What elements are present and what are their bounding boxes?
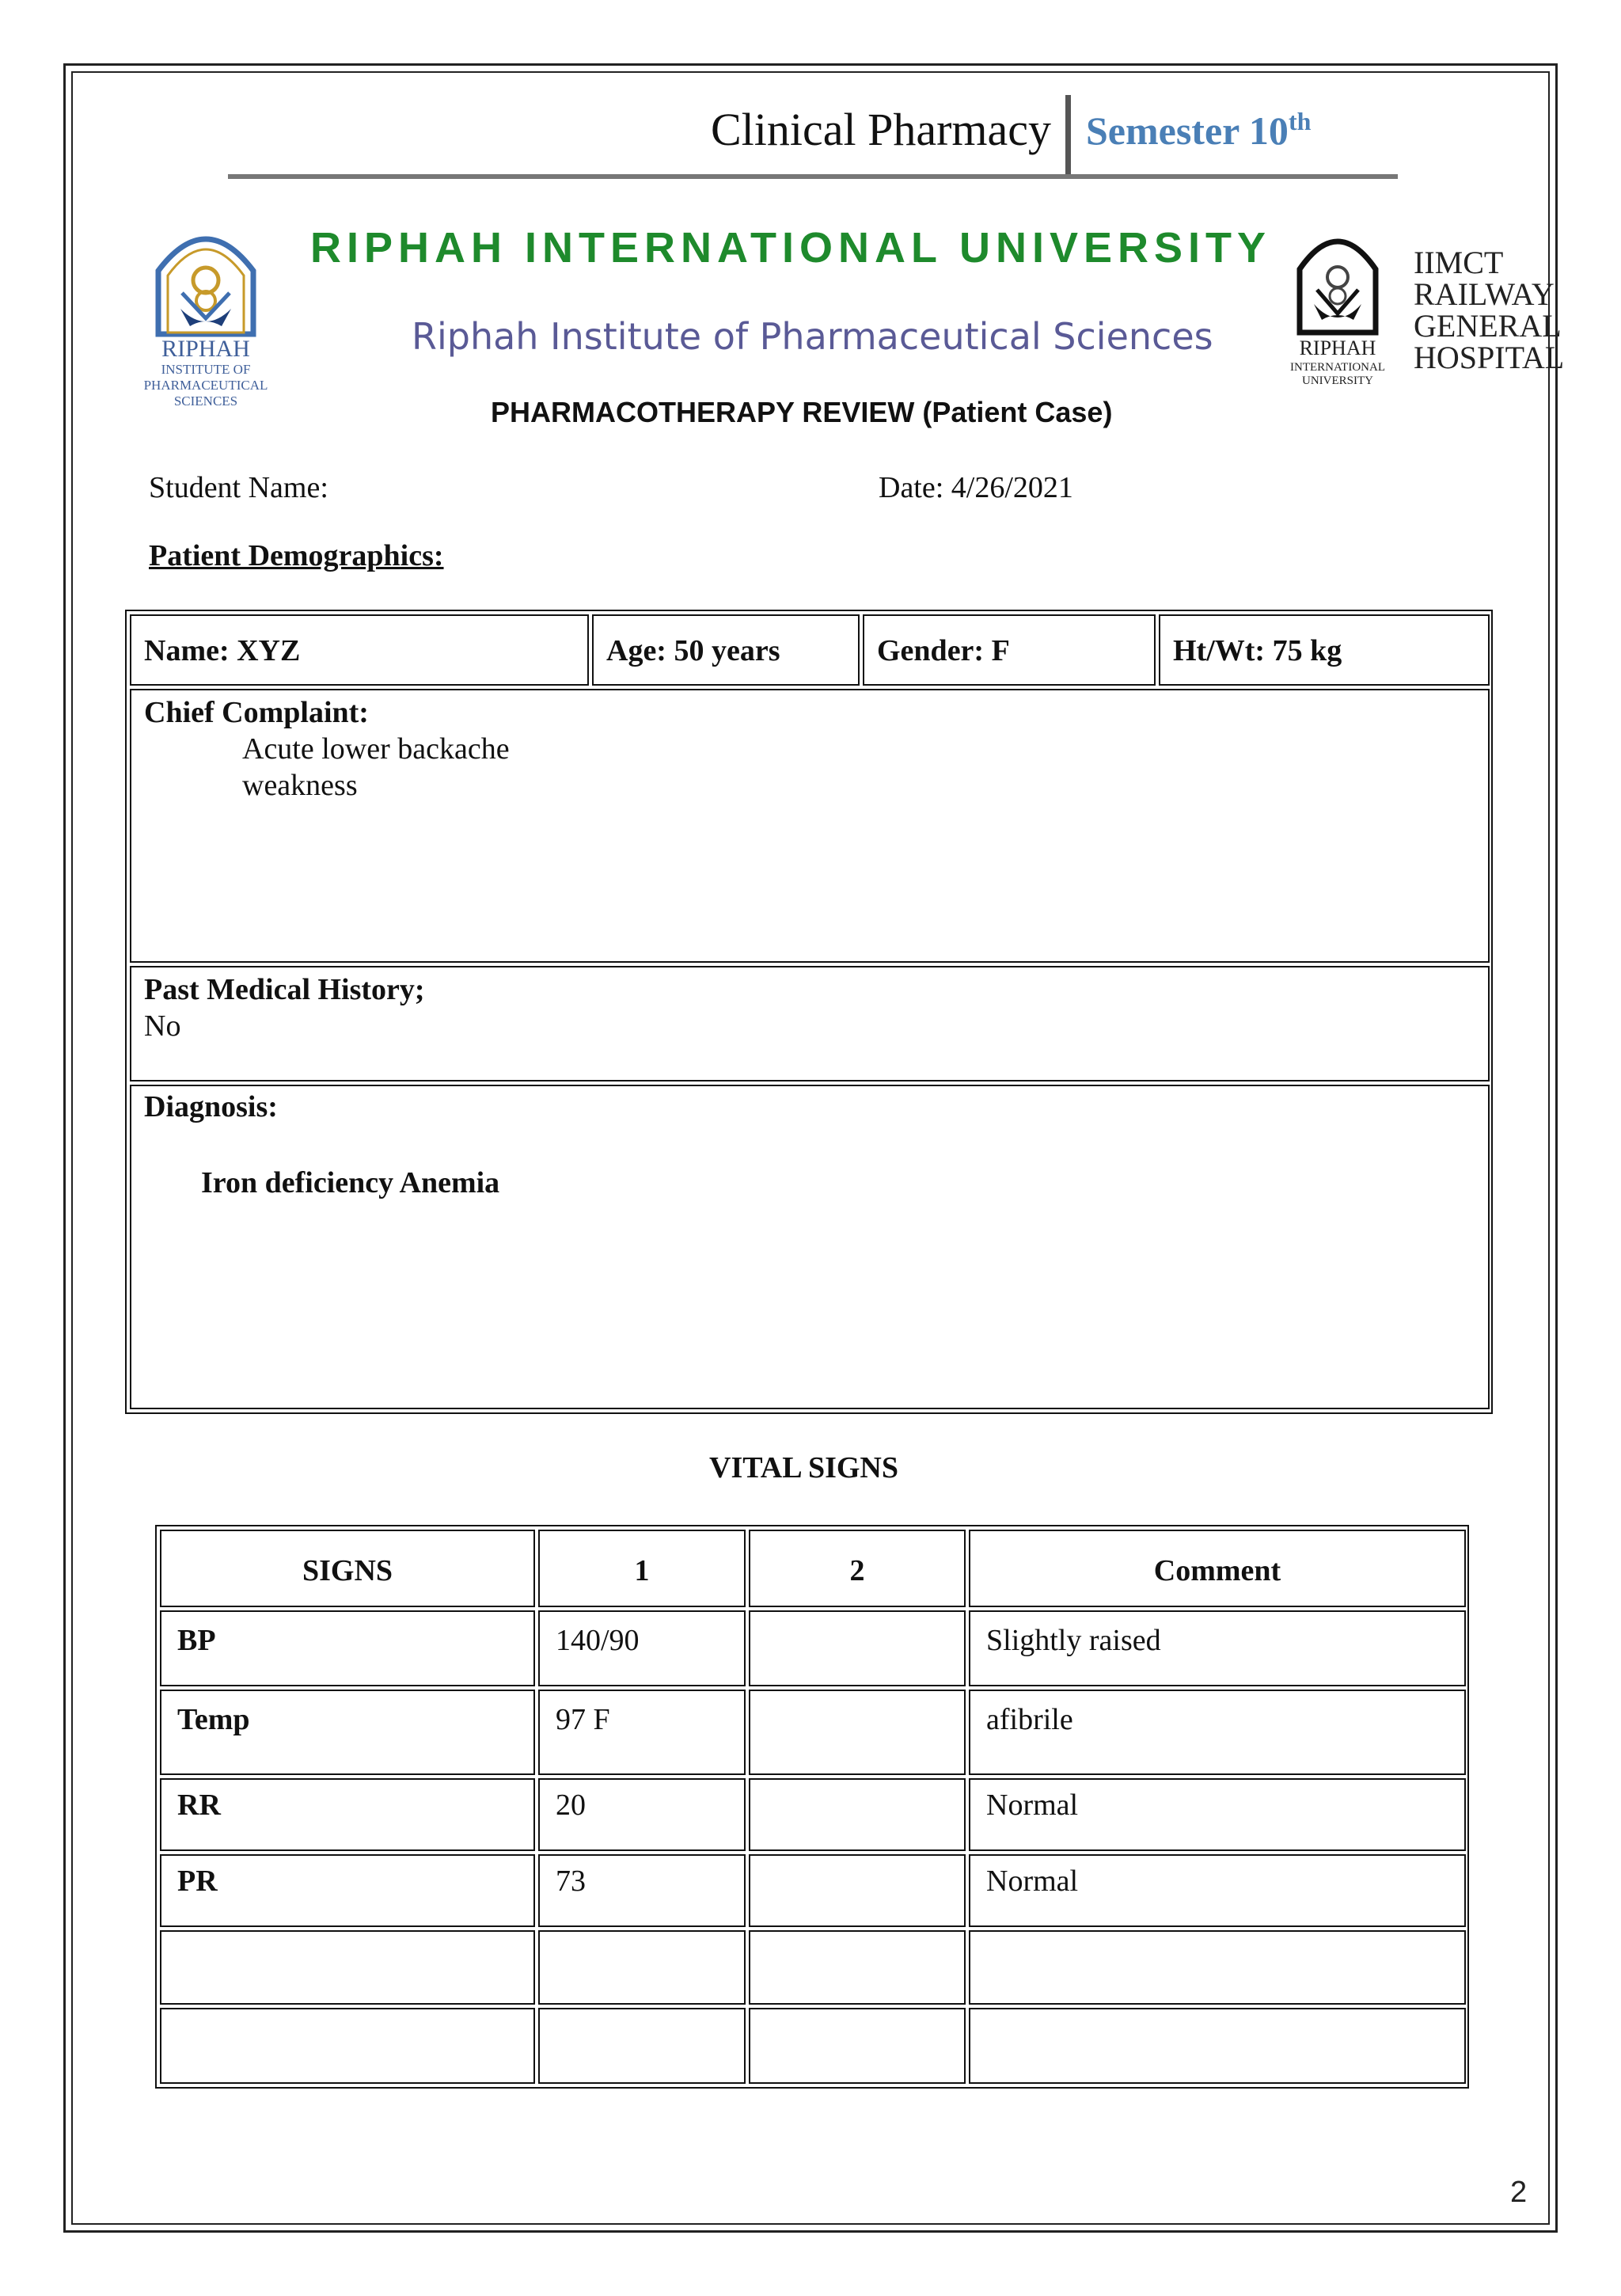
vitals-row-bp-1 [538, 1610, 746, 1686]
vitals-row-empty-1-comment [969, 1930, 1466, 2005]
vitals-row-rr-comment [969, 1778, 1466, 1851]
vital-signs-table [155, 1525, 1469, 2089]
vitals-header-2-text: 2 [849, 1554, 865, 1587]
hospital-wordmark [1414, 247, 1564, 374]
pmh-label: Past Medical History; [144, 973, 425, 1006]
vitals-row-rr-1 [538, 1778, 746, 1851]
patient-age: Age: 50 years [606, 634, 780, 667]
vitals-pr-value-1: 73 [556, 1865, 586, 1898]
vitals-row-empty-2-comment [969, 2008, 1466, 2084]
vitals-temp-comment: afibrile [986, 1703, 1073, 1736]
review-title: PHARMACOTHERAPY REVIEW (Patient Case) [491, 396, 1113, 428]
vitals-row-pr-1 [538, 1854, 746, 1927]
chief-complaint-line-1: Acute lower backache [242, 732, 510, 766]
vitals-rr-comment: Normal [986, 1789, 1079, 1822]
patient-name: Name: XYZ [144, 634, 301, 667]
patient-htwt: Ht/Wt: 75 kg [1173, 634, 1342, 667]
demographics-table [125, 610, 1493, 1414]
vitals-header-signs-text: SIGNS [302, 1554, 393, 1587]
vitals-temp-label: Temp [177, 1703, 250, 1736]
page-number: 2 [1510, 2176, 1528, 2209]
vitals-bp-comment: Slightly raised [986, 1624, 1161, 1657]
htwt-cell [1159, 614, 1490, 686]
vitals-row-empty-2-1 [538, 2008, 746, 2084]
vitals-header-comment [969, 1530, 1466, 1607]
logo-right-line-2: INTERNATIONAL [1290, 361, 1385, 374]
vitals-row-empty-1-sign [160, 1930, 535, 2005]
vitals-row-bp-comment [969, 1610, 1466, 1686]
chief-complaint-label: Chief Complaint: [144, 696, 369, 729]
vitals-header-2 [749, 1530, 966, 1607]
header-divider [1065, 95, 1071, 176]
institute-name: Riphah Institute of Pharmaceutical Sciences [412, 315, 1213, 358]
diagnosis-cell [130, 1085, 1490, 1409]
logo-left-line-4: SCIENCES [173, 393, 238, 409]
pmh-value: No [144, 1009, 181, 1043]
vitals-row-pr-2 [749, 1854, 966, 1927]
past-medical-history-cell [130, 966, 1490, 1081]
name-cell [130, 614, 589, 686]
riphah-emblem-icon [119, 215, 293, 413]
demographics-title: Patient Demographics: [149, 539, 444, 572]
vitals-temp-value-1: 97 F [556, 1703, 610, 1736]
vitals-header-1-text: 1 [634, 1554, 650, 1587]
vital-signs-title: VITAL SIGNS [709, 1451, 899, 1484]
vitals-row-temp-sign [160, 1690, 535, 1775]
logo-left-line-3: PHARMACEUTICAL [143, 378, 268, 393]
age-cell [592, 614, 860, 686]
semester-suffix: th [1288, 107, 1312, 135]
vitals-row-rr-2 [749, 1778, 966, 1851]
university-name: RIPHAH INTERNATIONAL UNIVERSITY [310, 224, 1272, 272]
vitals-row-rr-sign [160, 1778, 535, 1851]
logo-right-line-1: RIPHAH [1299, 336, 1376, 359]
diagnosis-value: Iron deficiency Anemia [201, 1166, 500, 1199]
vitals-header-1 [538, 1530, 746, 1607]
vitals-row-temp-1 [538, 1690, 746, 1775]
riphah-university-emblem-icon [1282, 222, 1393, 388]
chief-complaint-cell [130, 689, 1490, 963]
vitals-row-temp-comment [969, 1690, 1466, 1775]
header-rule [228, 174, 1398, 179]
vitals-row-empty-1-2 [749, 1930, 966, 2005]
chief-complaint-line-2: weakness [242, 769, 358, 802]
riphah-pharmacy-logo [119, 215, 293, 413]
hospital-line-3: GENERAL [1414, 308, 1562, 344]
vitals-row-bp-sign [160, 1610, 535, 1686]
hospital-line-1: IIMCT [1414, 245, 1504, 280]
vitals-row-temp-2 [749, 1690, 966, 1775]
riphah-university-logo [1282, 222, 1393, 388]
vitals-rr-label: RR [177, 1789, 221, 1822]
semester-label [1086, 107, 1311, 154]
student-name-label: Student Name: [149, 471, 328, 504]
vitals-header-signs [160, 1530, 535, 1607]
vitals-row-empty-2-sign [160, 2008, 535, 2084]
vitals-row-empty-1-1 [538, 1930, 746, 2005]
vitals-header-comment-text: Comment [1153, 1554, 1281, 1587]
vitals-rr-value-1: 20 [556, 1789, 586, 1822]
patient-gender: Gender: F [877, 634, 1010, 667]
hospital-line-4: HOSPITAL [1414, 340, 1565, 375]
vitals-pr-label: PR [177, 1865, 218, 1898]
vitals-bp-label: BP [177, 1624, 216, 1657]
logo-left-line-1: RIPHAH [161, 336, 250, 362]
vitals-row-empty-2-2 [749, 2008, 966, 2084]
semester-text: Semester 10 [1086, 108, 1289, 153]
vitals-row-bp-2 [749, 1610, 966, 1686]
gender-cell [863, 614, 1156, 686]
vitals-row-pr-sign [160, 1854, 535, 1927]
vitals-bp-value-1: 140/90 [556, 1624, 640, 1657]
vitals-row-pr-comment [969, 1854, 1466, 1927]
date-label: Date: 4/26/2021 [879, 471, 1073, 504]
course-title: Clinical Pharmacy [710, 104, 1051, 155]
logo-right-line-3: UNIVERSITY [1302, 374, 1373, 387]
hospital-line-2: RAILWAY [1414, 276, 1555, 312]
diagnosis-label: Diagnosis: [144, 1090, 278, 1123]
vitals-pr-comment: Normal [986, 1865, 1079, 1898]
logo-left-line-2: INSTITUTE OF [161, 362, 251, 377]
